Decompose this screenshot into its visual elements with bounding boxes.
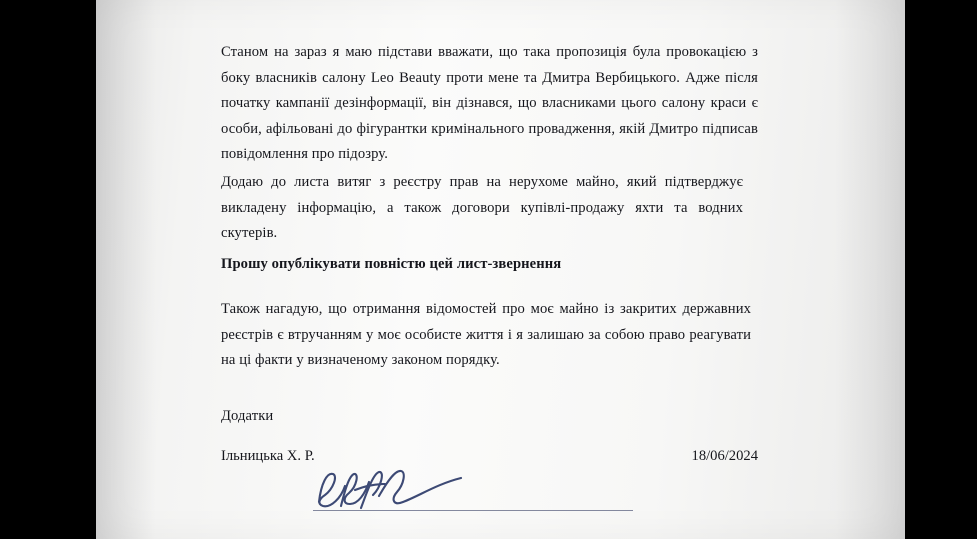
attachments-heading: Додатки bbox=[221, 408, 274, 424]
viewer-left-gutter bbox=[0, 0, 96, 539]
signature-row bbox=[221, 448, 758, 465]
signature-underline bbox=[313, 510, 633, 511]
paragraph-1: Станом на зараз я маю підстави вважати, що така пропозиція була провокацією з боку власників салону Leo Beauty проти мене та Дмитра Вербицького. Адже після початку кампанії дезінформації, він дізнався, що власниками цього салону краси є особи, афільовані до фігурантки кримінального провадження, якій Дмитро підписав повідомлення про підозру. bbox=[221, 44, 758, 162]
document-page bbox=[96, 0, 905, 539]
viewer-right-gutter bbox=[905, 0, 977, 539]
paragraph-2: Додаю до листа витяг з реєстру прав на нерухоме майно, який підтверджує викладену інформацію, а також договори купівлі-продажу яхти та водних скутерів. bbox=[221, 174, 743, 241]
signer-name: Ільницька Х. Р. bbox=[221, 448, 315, 464]
handwritten-signature-icon bbox=[309, 462, 539, 522]
document-body bbox=[221, 0, 761, 539]
paragraph-3-bold-request: Прошу опублікувати повністю цей лист-звернення bbox=[221, 256, 562, 272]
paragraph-4: Також нагадую, що отримання відомостей про моє майно із закритих державних реєстрів є втручанням у моє особисте життя і я залишаю за собою право реагувати на ці факти у визначеному законом порядку. bbox=[221, 301, 751, 368]
signature-date: 18/06/2024 bbox=[691, 448, 758, 464]
